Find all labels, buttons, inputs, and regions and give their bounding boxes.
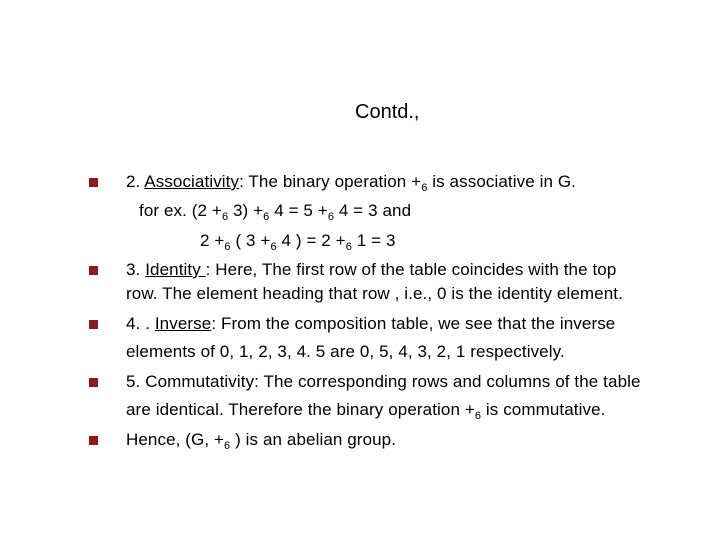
bullet-marker-4 <box>89 378 98 387</box>
bullet-marker-2 <box>89 266 98 275</box>
associativity-heading: Associativity <box>144 172 240 191</box>
identity-heading: Identity <box>145 260 206 279</box>
bullet-marker-5 <box>89 436 98 445</box>
item-2-line-2: row. The element heading that row , i.e., 0 is the identity element. <box>126 284 623 303</box>
item-2-line-1: 3. Identity : Here, The first row of the table coincides with the top <box>126 260 617 279</box>
bullet-marker-1 <box>89 178 98 187</box>
inverse-heading: Inverse <box>154 314 212 333</box>
item-1-line-3: $2 +_6$ ( $3 +_6$ 4 ) = $2 +_6$ 1 = 3 <box>200 231 396 253</box>
item-4-line-1: 5. Commutativity: The corresponding rows and columns of the table <box>126 372 641 391</box>
item-1-line-1: 2. Associativity: The binary operation $+_6$ is associative in G. <box>126 172 576 194</box>
item-3-line-1: 4. . Inverse: From the composition table, we see that the inverse <box>126 314 616 333</box>
slide-title: Contd., <box>355 101 420 123</box>
bullet-marker-3 <box>89 320 98 329</box>
item-1-line-2: for ex. ($2 +_6$ $3) +_6$ $4 = 5 +_6$ 4 = 3 and <box>139 201 412 223</box>
item-3-line-2: elements of 0, 1, 2, 3, 4. 5 are 0, 5, 4, 3, 2, 1 respectively. <box>126 342 565 361</box>
item-5-line-1: Hence, (G, $+_6$ ) is an abelian group. <box>126 430 397 452</box>
item-4-line-2: are identical. Therefore the binary operation $+_6$ is commutative. <box>126 400 606 422</box>
